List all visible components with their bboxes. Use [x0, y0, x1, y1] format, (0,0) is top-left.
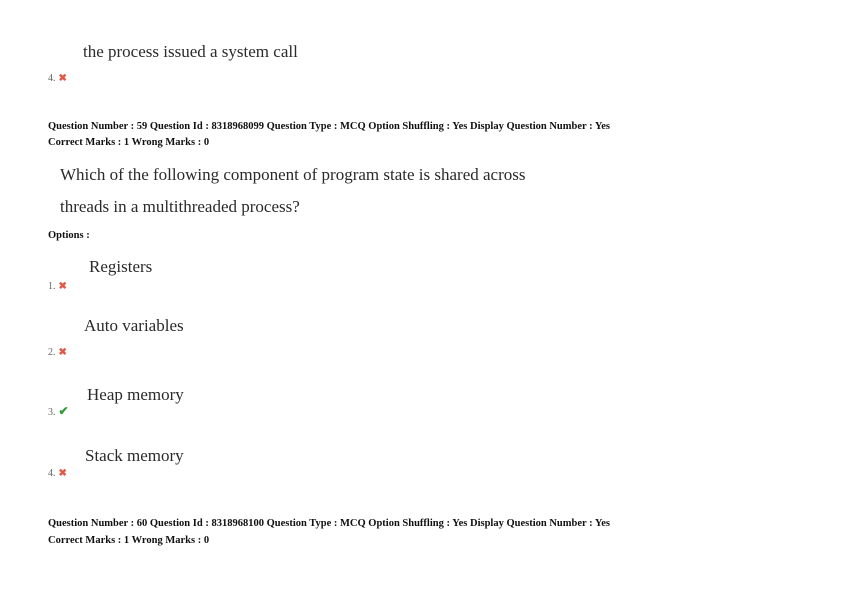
next-question-meta-line2: Correct Marks : 1 Wrong Marks : 0: [48, 535, 210, 546]
option-4-text: Stack memory: [85, 446, 184, 465]
cross-icon: ✖: [58, 73, 67, 84]
cross-icon: ✖: [58, 281, 67, 292]
option-3-indicator: [48, 402, 69, 420]
check-icon: ✔: [58, 404, 69, 418]
cross-icon: ✖: [58, 347, 67, 358]
option-1-number: 1.: [48, 281, 56, 292]
option-2-number: 2.: [48, 347, 56, 358]
cross-icon: ✖: [58, 468, 67, 479]
question-text-line2: threads in a multithreaded process?: [60, 197, 300, 216]
option-1-text: Registers: [89, 257, 153, 276]
question-meta-line1: Question Number : 59 Question Id : 8318968099 Question Type : MCQ Option Shuffling : Yes Display Question Number : Yes: [48, 121, 611, 132]
option-4-indicator: [48, 463, 67, 481]
question-text-line1: Which of the following component of program state is shared across: [60, 165, 526, 184]
option-2-indicator: [48, 342, 67, 360]
option-3-number: 3.: [48, 407, 56, 418]
question-meta-line2: Correct Marks : 1 Wrong Marks : 0: [48, 137, 210, 148]
options-label: Options :: [48, 230, 90, 241]
option-2-text: Auto variables: [84, 316, 184, 335]
next-question-meta-line1: Question Number : 60 Question Id : 8318968100 Question Type : MCQ Option Shuffling : Yes Display Question Number : Yes: [48, 518, 611, 529]
prev-option-4-number: 4.: [48, 73, 56, 84]
option-1-indicator: [48, 276, 67, 294]
option-3-text: Heap memory: [87, 385, 184, 404]
option-4-number: 4.: [48, 468, 56, 479]
prev-option-4-indicator: [48, 68, 67, 86]
prev-option-4-text: the process issued a system call: [83, 42, 298, 61]
